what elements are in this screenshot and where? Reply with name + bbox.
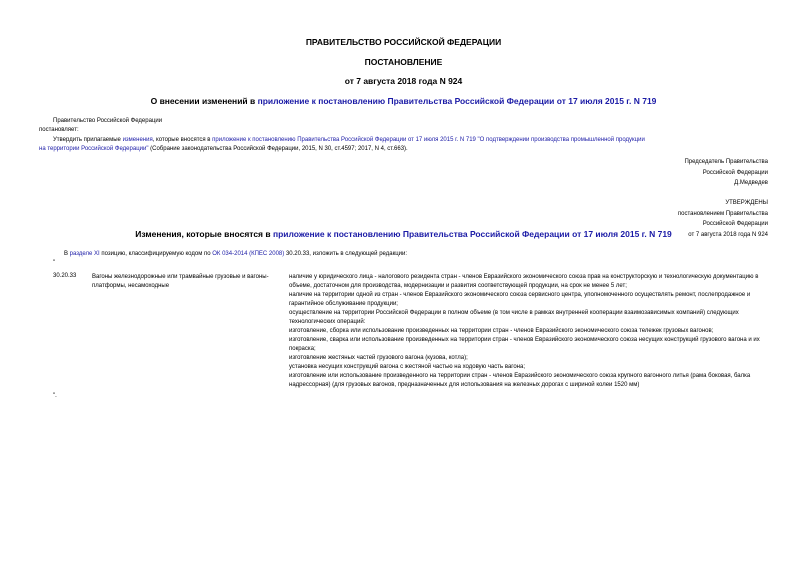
requirement-item: осуществление на территории Российской Федерации в полном объеме (в том числе в рамках внутренней кооперации взаимозависимых компаний) следующих технологических операций: <box>289 310 739 325</box>
intro-mid: позицию, классифицируемую кодом по <box>99 251 213 257</box>
resolution-link-cont[interactable]: на территории Российской Федерации" <box>39 146 149 152</box>
signature-line: Председатель Правительства <box>684 159 768 165</box>
approve-prefix: Утвердить прилагаемые <box>53 137 123 143</box>
document-type: ПОСТАНОВЛЕНИЕ <box>364 57 443 67</box>
changes-intro <box>64 250 407 259</box>
government-line: Правительство Российской Федерации <box>53 118 163 124</box>
approve-paragraph-line1 <box>53 136 645 145</box>
row-code: 30.20.33 <box>53 273 77 279</box>
changes-title <box>0 229 807 239</box>
requirement-item: изготовление или использование произведенного на территории стран - членов Евразийского экономического союза крупного вагонного литья (рама боковая, балка надрессорная) (для грузовых вагонов, предназначенных для использования на железных дорогах с шириной колеи 1520 мм) <box>289 373 751 388</box>
intro-prefix: В <box>64 251 70 257</box>
changes-title-prefix: Изменения, которые вносятся в <box>135 229 273 239</box>
approve-mid: , которые вносятся в <box>152 137 213 143</box>
section-link[interactable]: разделе XI <box>69 251 100 257</box>
row-product-name: Вагоны железнодорожные или трамвайные грузовые и вагоны-платформы, несамоходные <box>92 274 269 289</box>
requirement-item: изготовление, сварка или использование произведенных на территории стран - членов Евразийского экономического союза несущих конструкций грузового вагона и их покраска; <box>289 337 760 352</box>
approval-line: постановлением Правительства <box>677 210 768 217</box>
requirement-item: установка несущих конструкций вагона с жестяной частью на ходовую часть вагона; <box>289 364 525 370</box>
resolution-link[interactable]: приложение к постановлению Правительства Российской Федерации от 17 июля 2015 г. N 719 "О подтверждении производства промышленной продукции <box>212 137 645 143</box>
document-date-number: от 7 августа 2018 года N 924 <box>344 76 463 86</box>
approval-line: УТВЕРЖДЕНЫ <box>725 200 768 206</box>
government-heading: ПРАВИТЕЛЬСТВО РОССИЙСКОЙ ФЕДЕРАЦИИ <box>305 37 502 47</box>
signature-line: Д.Медведев <box>734 180 768 186</box>
approve-paragraph-line2 <box>39 145 408 154</box>
requirement-item: наличие у юридического лица - налогового резидента стран - членов Евразийского экономического союза прав на конструкторскую и технологическую документацию в объеме, достаточном для производства, модернизации и развития соответствующей продукции, на срок не менее 5 лет; <box>289 274 759 289</box>
decides-line: постановляет: <box>39 127 79 133</box>
changes-title-link[interactable]: приложение к постановлению Правительства Российской Федерации от 17 июля 2015 г. N 719 <box>272 229 672 239</box>
approve-suffix: (Собрание законодательства Российской Федерации, 2015, N 30, ст.4597; 2017, N 4, ст.663). <box>148 146 408 152</box>
row-requirements <box>289 273 769 390</box>
approval-line: Российской Федерации <box>702 221 768 227</box>
title-link[interactable]: приложение к постановлению Правительства Российской Федерации от 17 июля 2015 г. N 719 <box>257 96 657 106</box>
classifier-link[interactable]: ОК 034-2014 (КПЕС 2008) <box>212 251 285 257</box>
approval-line: от 7 августа 2018 года N 924 <box>688 231 768 238</box>
close-quote: ". <box>53 393 57 399</box>
signature-line: Российской Федерации <box>702 169 768 176</box>
document-title <box>0 96 807 106</box>
title-prefix: О внесении изменений в <box>150 96 258 106</box>
intro-suffix: 30.20.33, изложить в следующей редакции: <box>284 251 408 257</box>
open-quote: " <box>53 260 56 266</box>
changes-link[interactable]: изменения <box>122 137 153 143</box>
requirement-item: изготовление жестяных частей грузового вагона (кузова, котла); <box>289 355 468 361</box>
signature-block <box>684 157 768 189</box>
requirement-item: наличие на территории одной из стран - членов Евразийского экономического союза сервисного центра, уполномоченного осуществлять ремонт, послепродажное и гарантийное обслуживание продукции; <box>289 292 751 307</box>
requirement-item: изготовление, сборка или использование произведенных на территории стран - членов Евразийского экономического союза тележек грузовых вагонов; <box>289 328 714 334</box>
